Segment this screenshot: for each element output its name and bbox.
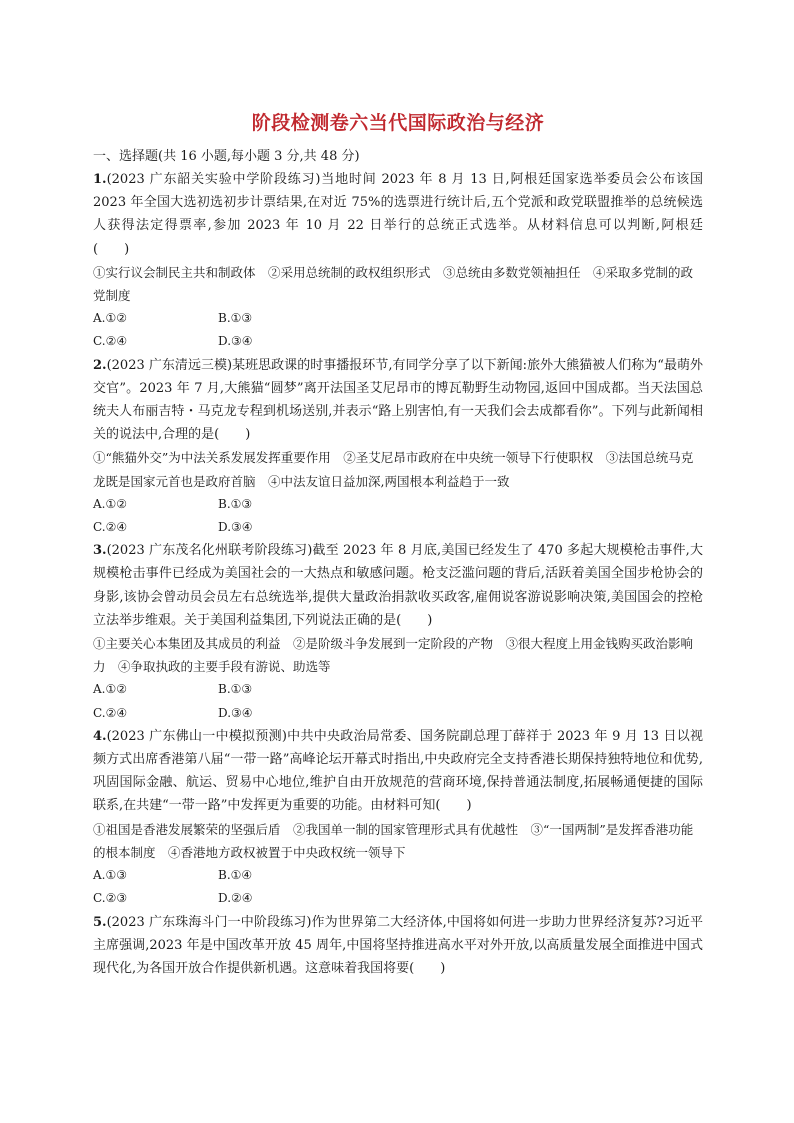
question-text: (2023 广东茂名化州联考阶段练习)截至 2023 年 8 月底,美国已经发生了 470 多起大规模枪击事件,大规模枪击事件已经成为美国社会的一大热点和敏感问题。枪支泛滥问题的背后,活跃着美国全国步枪协会的身影,该协会曾动员会员左右总统选举,提供大量政治捐款收买政客,雇佣说客游说影响决策,美国国会的控枪立法举步维艰。关于美国利益集团,下列说法正确的是( ) (93, 543, 703, 628)
question-stem (93, 168, 756, 261)
choice-a[interactable]: A.①② (93, 496, 127, 511)
choice-c[interactable]: C.②④ (93, 705, 128, 720)
question-number: 5. (93, 914, 107, 930)
question-text: (2023 广东韶关实验中学阶段练习)当地时间 2023 年 8 月 13 日,阿根廷国家选举委员会公布该国 2023 年全国大选初选初步计票结果,在对近 75%的选票进行统计后,五个党派和政党联盟推举的总统候选人获得法定得票率,参加 2023 年 10 月 22 日举行的总统正式选举。从材料信息可以判断,阿根廷 ( ) (93, 172, 756, 257)
question-4 (93, 725, 703, 911)
choice-c[interactable]: C.②③ (93, 891, 128, 906)
choice-b[interactable]: B.①③ (218, 311, 253, 326)
choice-b[interactable]: B.①③ (218, 682, 253, 697)
section-heading: 一、选择题(共 16 小题,每小题 3 分,共 48 分) (93, 149, 360, 164)
question-stem (93, 539, 703, 632)
question-text: (2023 广东佛山一中模拟预测)中共中央政治局常委、国务院副总理丁薛祥于 2023 年 9 月 13 日以视频方式出席香港第八届“一带一路”高峰论坛开幕式时指出,中央政府完全支持香港长期保持独特地位和优势,巩固国际金融、航运、贸易中心地位,维护自由开放规范的营商环境,保持普通法制度,拓展畅通便捷的国际联系,在共建“一带一路”中发挥更为重要的功能。由材料可知( ) (93, 728, 703, 814)
answer-choices (93, 307, 703, 353)
choice-d[interactable]: D.②④ (218, 891, 253, 906)
question-stem (93, 911, 703, 981)
choice-d[interactable]: D.③④ (218, 520, 253, 535)
choice-d[interactable]: D.③④ (218, 705, 253, 720)
choice-a[interactable]: A.①③ (93, 868, 127, 883)
statement-options: ①实行议会制民主共和制政体 ②采用总统制的政权组织形式 ③总统由多数党领袖担任 ④采取多党制的政党制度 (93, 264, 694, 304)
choice-a[interactable]: A.①② (93, 311, 127, 326)
document-page (93, 100, 756, 980)
question-5 (93, 911, 703, 981)
question-stem (93, 725, 703, 818)
question-number: 3. (93, 543, 107, 559)
question-number: 1. (93, 172, 107, 187)
question-2 (93, 354, 703, 540)
choice-c[interactable]: C.②④ (93, 520, 128, 535)
statement-options: ①“熊猫外交”为中法关系发展发挥重要作用 ②圣艾尼昂市政府在中央统一领导下行使职权 ③法国总统马克龙既是国家元首也是政府首脑 ④中法友谊日益加深,两国根本利益趋于一致 (93, 450, 694, 489)
choice-c[interactable]: C.②④ (93, 334, 128, 349)
question-3 (93, 539, 703, 725)
question-text: (2023 广东珠海斗门一中阶段练习)作为世界第二大经济体,中国将如何进一步助力世界经济复苏?习近平主席强调,2023 年是中国改革开放 45 周年,中国将坚持推进高水平对外开放,以高质量发展全面推进中国式现代化,为各国开放合作提供新机遇。这意味着我国将要( ) (93, 914, 703, 976)
choice-d[interactable]: D.③④ (218, 334, 253, 349)
question-number: 4. (93, 728, 107, 744)
question-number: 2. (93, 357, 107, 373)
statement-options: ①主要关心本集团及其成员的利益 ②是阶级斗争发展到一定阶段的产物 ③很大程度上用金钱购买政治影响力 ④争取执政的主要手段有游说、助选等 (93, 636, 694, 675)
page-title: 阶段检测卷六当代国际政治与经济 (251, 112, 545, 134)
question-stem (93, 354, 703, 447)
question-1 (93, 168, 756, 354)
statement-options: ①祖国是香港发展繁荣的坚强后盾 ②我国单一制的国家管理形式具有优越性 ③“一国两制”是发挥香港功能的根本制度 ④香港地方政权被置于中央政权统一领导下 (93, 821, 694, 860)
choice-b[interactable]: B.①③ (218, 496, 253, 511)
answer-choices (93, 678, 703, 724)
answer-choices (93, 864, 703, 910)
choice-b[interactable]: B.①④ (218, 868, 253, 883)
choice-a[interactable]: A.①② (93, 682, 127, 697)
question-text: (2023 广东清远三模)某班思政课的时事播报环节,有同学分享了以下新闻:旅外大熊猫被人们称为“最萌外交官”。2023 年 7 月,大熊猫“圆梦”离开法国圣艾尼昂市的博瓦勒野生动物园,返回中国成都。当天法国总统夫人布丽吉特・马克龙专程到机场送别,并表示“路上别害怕,有一天我们会去成都看你”。下列与此新闻相关的说法中,合理的是( ) (93, 357, 703, 443)
answer-choices (93, 493, 703, 539)
